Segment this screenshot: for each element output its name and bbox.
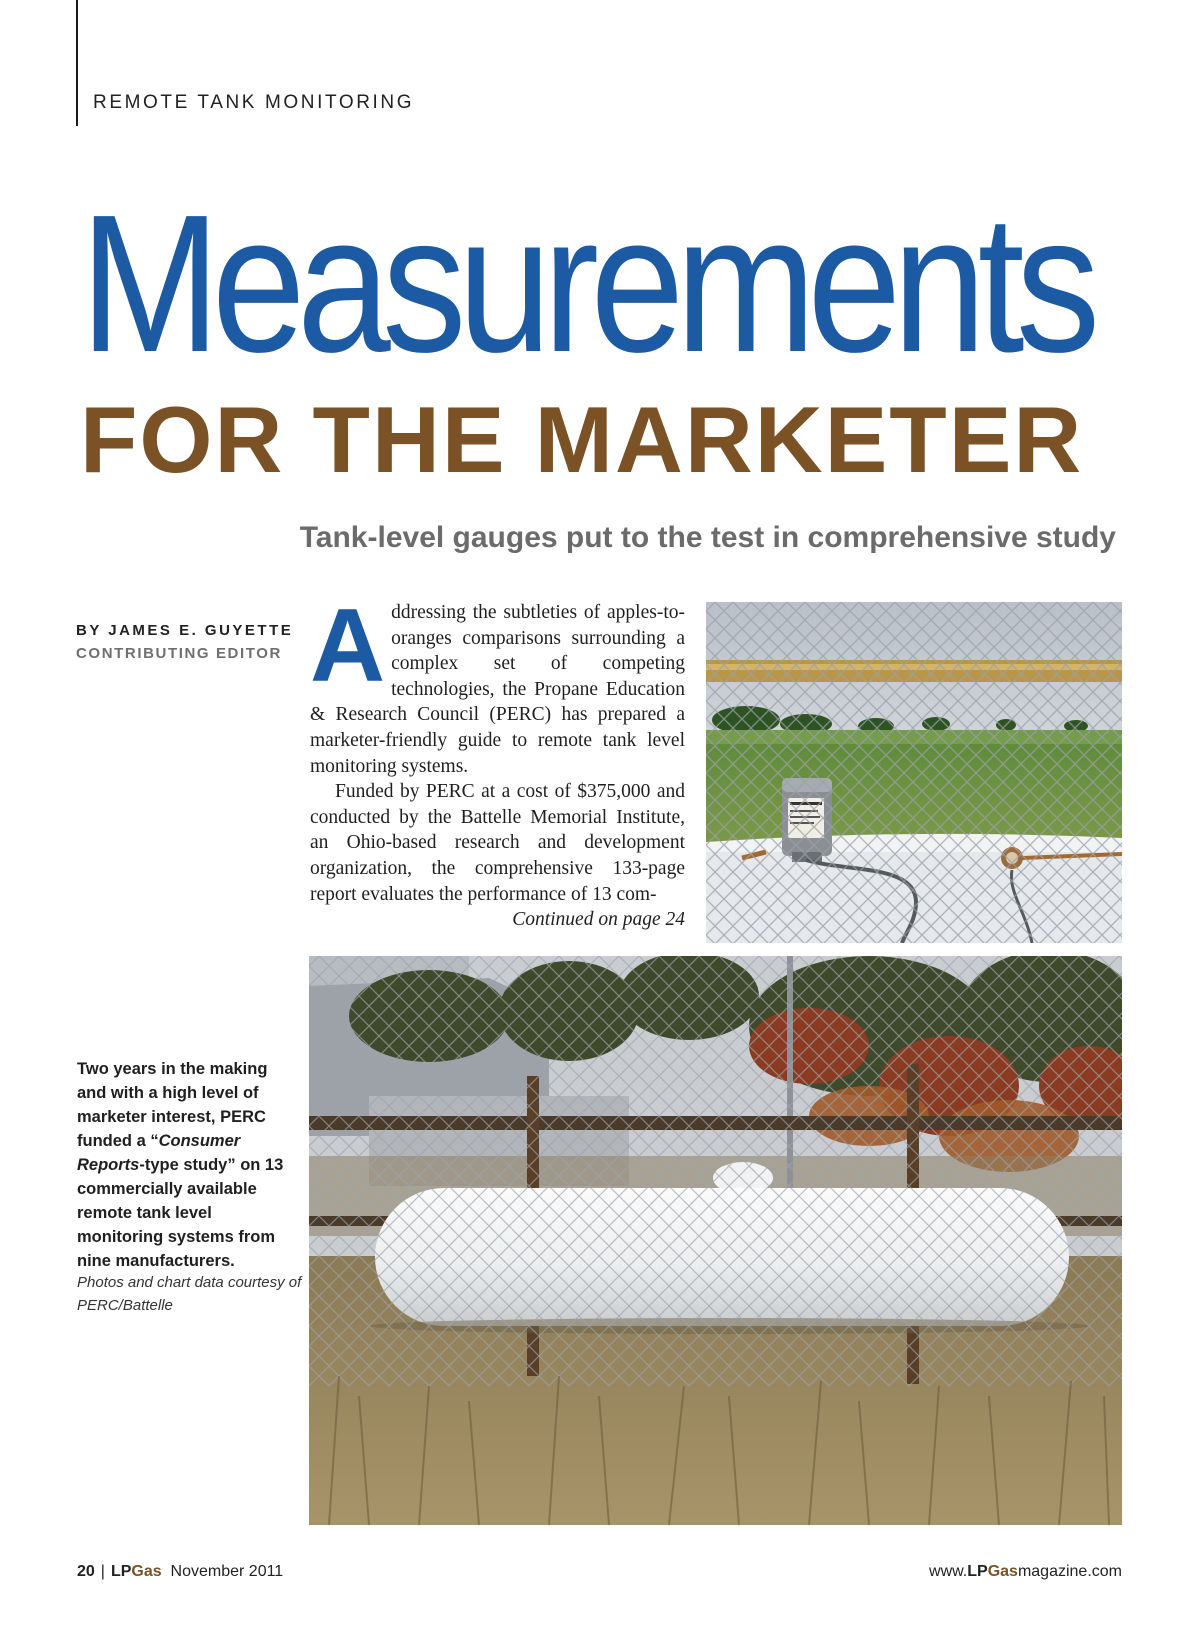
publication-lp: LP <box>110 1563 132 1580</box>
byline-author: BY JAMES E. GUYETTE <box>76 622 294 639</box>
photo-caption <box>77 1057 297 1273</box>
article-p1-text: ddressing the subtleties of apples-to-oranges comparisons surrounding a complex set of competing technologies, the Propane Education & Research Council (PERC) has prepared a marketer-friendly guide to remote tank level monitoring systems. <box>310 602 685 777</box>
photo-credit: Photos and chart data courtesy of PERC/Battelle <box>77 1274 302 1314</box>
subhead: FOR THE MARKETER <box>80 387 1084 492</box>
gauge-photo <box>706 602 1122 943</box>
drop-cap: A <box>310 588 386 704</box>
url-prefix: www. <box>929 1563 968 1580</box>
caption-italic: Consumer Reports <box>77 1132 241 1174</box>
dek: Tank-level gauges put to the test in comprehensive study <box>299 521 1116 554</box>
caption-text-1: Two years in the making and with a high level of marketer interest, PERC funded a “ <box>77 1060 268 1150</box>
article-p2-text: Funded by PERC at a cost of $375,000 and conducted by the Battelle Memorial Institute, an Ohio-based research and development organization, the comprehensive 133-page report evaluates the performance of 13 com- <box>310 781 685 905</box>
url-lp: LP <box>967 1563 988 1580</box>
folio-separator: | <box>100 1563 105 1580</box>
page-number: 20 <box>77 1563 95 1580</box>
issue-date: November 2011 <box>170 1563 284 1580</box>
publication-gas: Gas <box>131 1563 162 1580</box>
section-rule <box>76 0 78 126</box>
article-body <box>310 588 685 933</box>
tank-photo <box>309 956 1122 1525</box>
caption-text-2: -type study” on 13 commercially available remote tank level monitoring systems from nine manufacturers. <box>77 1156 284 1270</box>
headline: Measurements <box>80 174 1092 393</box>
byline-title: CONTRIBUTING EDITOR <box>76 645 282 662</box>
website-url <box>929 1563 1122 1581</box>
folio <box>77 1563 283 1581</box>
section-label: REMOTE TANK MONITORING <box>93 92 415 113</box>
url-gas: Gas <box>987 1563 1018 1580</box>
url-suffix: magazine.com <box>1017 1563 1122 1580</box>
continued-line: Continued on page 24 <box>512 909 685 931</box>
article-paragraph-2 <box>310 779 685 907</box>
article-paragraph-1 <box>310 588 685 779</box>
